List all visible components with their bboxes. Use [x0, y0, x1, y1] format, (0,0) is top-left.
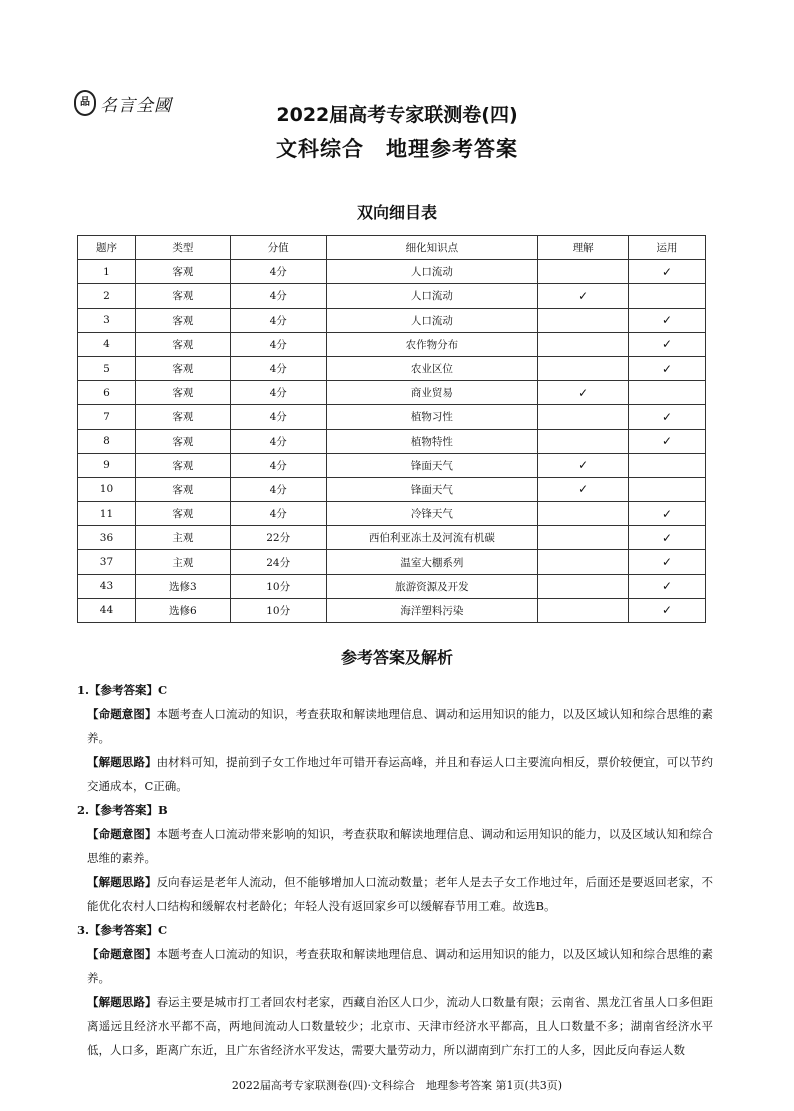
col-header: 细化知识点	[326, 236, 538, 260]
check-cell: ✓	[629, 574, 706, 598]
check-cell: ✓	[538, 284, 629, 308]
answers-section	[77, 678, 713, 1062]
table-cell: 主观	[135, 550, 230, 574]
spec-table-row	[78, 550, 706, 574]
check-cell	[538, 550, 629, 574]
table-cell: 客观	[135, 429, 230, 453]
col-header: 分值	[230, 236, 326, 260]
table-cell: 6	[78, 381, 136, 405]
spec-table-row	[78, 526, 706, 550]
table-cell: 4分	[230, 332, 326, 356]
table-cell: 客观	[135, 405, 230, 429]
table-cell: 5	[78, 356, 136, 380]
spec-table-row	[78, 308, 706, 332]
table-cell: 温室大棚系列	[326, 550, 538, 574]
table-cell: 24分	[230, 550, 326, 574]
logo-seal: 品	[74, 90, 96, 116]
table-cell: 2	[78, 284, 136, 308]
table-cell: 客观	[135, 381, 230, 405]
table-cell: 海洋塑料污染	[326, 598, 538, 622]
check-cell: ✓	[629, 550, 706, 574]
table-cell: 客观	[135, 332, 230, 356]
table-cell: 客观	[135, 356, 230, 380]
table-cell: 11	[78, 502, 136, 526]
table-cell: 1	[78, 260, 136, 284]
question-1-intent: 【命题意图】本题考查人口流动的知识，考查获取和解读地理信息、调动和运用知识的能力，以及区域认知和综合思维的素养。	[87, 707, 714, 745]
table-cell: 客观	[135, 453, 230, 477]
table-cell: 客观	[135, 308, 230, 332]
check-cell	[538, 502, 629, 526]
check-cell: ✓	[629, 260, 706, 284]
check-cell	[538, 308, 629, 332]
table-cell: 锋面天气	[326, 477, 538, 501]
spec-table-row	[78, 574, 706, 598]
table-cell: 4分	[230, 381, 326, 405]
check-cell	[629, 453, 706, 477]
spec-table-row	[78, 453, 706, 477]
table-cell: 选修3	[135, 574, 230, 598]
table-cell: 4分	[230, 502, 326, 526]
spec-table-row	[78, 477, 706, 501]
check-cell	[629, 381, 706, 405]
spec-table-row	[78, 429, 706, 453]
question-2-reason: 【解题思路】反向春运是老年人流动，但不能够增加人口流动数量；老年人是去子女工作地过年，后面还是要返回老家，不能优化农村人口结构和缓解农村老龄化；年轻人没有返回家乡可以缓解春节用工难。故选B。	[87, 875, 714, 913]
check-cell: ✓	[629, 308, 706, 332]
page-footer: 2022届高考专家联测卷(四)·文科综合 地理参考答案 第1页(共3页)	[231, 1079, 563, 1092]
table-cell: 10分	[230, 598, 326, 622]
table-cell: 旅游资源及开发	[326, 574, 538, 598]
table-cell: 36	[78, 526, 136, 550]
check-cell	[538, 526, 629, 550]
spec-table-row	[78, 381, 706, 405]
check-cell: ✓	[629, 405, 706, 429]
table-cell: 3	[78, 308, 136, 332]
col-header: 理解	[538, 236, 629, 260]
table-cell: 8	[78, 429, 136, 453]
table-cell: 商业贸易	[326, 381, 538, 405]
exam-title: 2022届高考专家联测卷(四)	[276, 104, 518, 126]
question-3-intent: 【命题意图】本题考查人口流动的知识，考查获取和解读地理信息、调动和运用知识的能力，以及区域认知和综合思维的素养。	[87, 947, 714, 985]
check-cell	[629, 284, 706, 308]
table-cell: 西伯利亚冻土及河流有机碳	[326, 526, 538, 550]
check-cell	[538, 356, 629, 380]
table-cell: 农作物分布	[326, 332, 538, 356]
table-cell: 冷锋天气	[326, 502, 538, 526]
check-cell: ✓	[629, 526, 706, 550]
question-3-answer: 3.【参考答案】C	[77, 923, 168, 937]
table-cell: 9	[78, 453, 136, 477]
table-cell: 4分	[230, 260, 326, 284]
question-3-reason: 【解题思路】春运主要是城市打工者回农村老家，西藏自治区人口少，流动人口数量有限；云南省、黑龙江省虽人口多但距离遥远且经济水平都不高，两地间流动人口数量较少；北京市、天津市经济水平都高，且人口数量不多；湖南省经济水平低，人口多，距离广东近，且广东省经济水平发达，需要大量劳动力，所以湖南到广东打工的人多，因此反向春运人数	[87, 995, 714, 1057]
check-cell	[538, 405, 629, 429]
table-cell: 客观	[135, 477, 230, 501]
col-header: 类型	[135, 236, 230, 260]
question-2-intent: 【命题意图】本题考查人口流动带来影响的知识，考查获取和解读地理信息、调动和运用知识的能力，以及区域认知和综合思维的素养。	[87, 827, 714, 865]
spec-table-row	[78, 356, 706, 380]
table-cell: 主观	[135, 526, 230, 550]
spec-table-title: 双向细目表	[356, 203, 437, 222]
check-cell: ✓	[629, 332, 706, 356]
spec-table-row	[78, 332, 706, 356]
check-cell	[538, 574, 629, 598]
table-cell: 4分	[230, 308, 326, 332]
table-cell: 4分	[230, 453, 326, 477]
check-cell: ✓	[538, 477, 629, 501]
table-cell: 客观	[135, 260, 230, 284]
col-header: 运用	[629, 236, 706, 260]
check-cell	[538, 260, 629, 284]
table-cell: 43	[78, 574, 136, 598]
question-1-answer: 1.【参考答案】C	[77, 683, 168, 697]
question-2-answer: 2.【参考答案】B	[77, 803, 168, 817]
table-cell: 4分	[230, 429, 326, 453]
check-cell: ✓	[629, 598, 706, 622]
spec-table-row	[78, 598, 706, 622]
spec-table-row	[78, 405, 706, 429]
table-cell: 客观	[135, 502, 230, 526]
check-cell: ✓	[629, 356, 706, 380]
check-cell	[629, 477, 706, 501]
table-cell: 人口流动	[326, 284, 538, 308]
answers-title: 参考答案及解析	[340, 648, 453, 667]
check-cell	[538, 332, 629, 356]
spec-table-row	[78, 260, 706, 284]
table-cell: 锋面天气	[326, 453, 538, 477]
spec-table-row	[78, 284, 706, 308]
table-cell: 客观	[135, 284, 230, 308]
table-cell: 4	[78, 332, 136, 356]
table-cell: 7	[78, 405, 136, 429]
check-cell	[538, 598, 629, 622]
table-cell: 农业区位	[326, 356, 538, 380]
check-cell: ✓	[538, 453, 629, 477]
table-cell: 选修6	[135, 598, 230, 622]
check-cell: ✓	[629, 502, 706, 526]
table-cell: 人口流动	[326, 260, 538, 284]
table-cell: 4分	[230, 405, 326, 429]
question-1-reason: 【解题思路】由材料可知，提前到子女工作地过年可错开春运高峰，并且和春运人口主要流向相反，票价较便宜，可以节约交通成本，C正确。	[87, 755, 714, 793]
table-cell: 4分	[230, 356, 326, 380]
check-cell: ✓	[538, 381, 629, 405]
col-header: 题序	[78, 236, 136, 260]
table-cell: 10	[78, 477, 136, 501]
exam-subtitle: 文科综合 地理参考答案	[276, 137, 518, 161]
spec-table-header-row	[78, 236, 706, 260]
spec-table	[77, 235, 706, 623]
table-cell: 4分	[230, 477, 326, 501]
table-cell: 4分	[230, 284, 326, 308]
table-cell: 10分	[230, 574, 326, 598]
table-cell: 22分	[230, 526, 326, 550]
check-cell: ✓	[629, 429, 706, 453]
table-cell: 植物习性	[326, 405, 538, 429]
table-cell: 植物特性	[326, 429, 538, 453]
logo-text: 名言全國	[100, 95, 172, 116]
spec-table-row	[78, 502, 706, 526]
table-cell: 人口流动	[326, 308, 538, 332]
check-cell	[538, 429, 629, 453]
table-cell: 37	[78, 550, 136, 574]
table-cell: 44	[78, 598, 136, 622]
